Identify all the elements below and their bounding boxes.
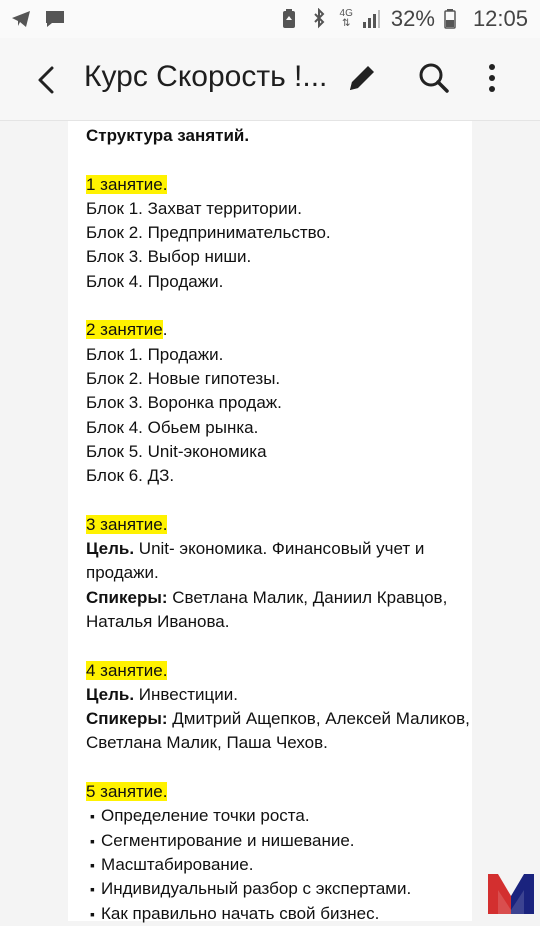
lesson-1-title: 1 занятие. [86, 174, 168, 194]
watermark-logo [486, 870, 536, 916]
lesson-2-title: 2 занятие [86, 320, 163, 340]
message-icon [44, 8, 66, 30]
app-bar [0, 38, 540, 121]
network-type: 4G ⇅ [339, 8, 353, 29]
document-heading: Структура занятий. [86, 126, 250, 145]
lesson-5-title: 5 занятие. [86, 782, 168, 802]
list-item: Блок 1. Захват территории. [86, 198, 302, 218]
list-item: ▪ Определение точки роста. [86, 804, 470, 828]
back-arrow-icon [28, 60, 68, 100]
list-item: Блок 5. Unit-экономика [86, 441, 267, 461]
status-bar [0, 0, 540, 38]
list-item: ▪ Как правильно начать свой бизнес. [86, 902, 470, 926]
list-item: ▪ Масштабирование. [86, 853, 470, 877]
list-item: ▪ Индивидуальный разбор с экспертами. [86, 877, 470, 901]
battery-saver-icon [280, 8, 302, 30]
edit-button[interactable] [344, 60, 380, 96]
list-item: ▪ Сегментирование и нишевание. [86, 829, 470, 853]
search-button[interactable] [416, 60, 452, 96]
list-item: Блок 1. Продажи. [86, 344, 224, 364]
battery-percent: 32% [390, 6, 435, 31]
lesson-3-goal: Цель. Unit- экономика. Финансовый учет и продажи. [86, 539, 425, 583]
back-button[interactable] [28, 60, 68, 100]
page-title: Курс Скорость !... [84, 60, 328, 93]
list-item: Блок 3. Выбор ниши. [86, 247, 252, 267]
list-item: Блок 2. Новые гипотезы. [86, 368, 281, 388]
list-item: Блок 4. Продажи. [86, 271, 224, 291]
lesson-4-goal: Цель. Инвестиции. [86, 684, 238, 704]
lesson-4-title: 4 занятие. [86, 660, 168, 680]
list-item: Блок 4. Обьем рынка. [86, 417, 259, 437]
battery-icon [443, 8, 465, 30]
more-options-button[interactable] [478, 60, 506, 96]
lesson-4-speakers: Спикеры: Дмитрий Ащепков, Алексей Маликов, Светлана Малик, Паша Чехов. [86, 709, 470, 753]
signal-icon [361, 8, 383, 30]
pencil-icon [344, 60, 380, 96]
lesson-3-title: 3 занятие. [86, 514, 168, 534]
document-content[interactable]: Структура занятий. 1 занятие. Блок 1. Захват территории. Блок 2. Предпринимательство. Блок 3. Выбор ниши. Блок 4. Продажи. 2 занятие. Блок 1. Продажи. Блок 2. Новые гипотезы. Блок 3. Воронка продаж. Блок 4. Обьем рынка. Блок 5. Unit-экономика Блок 6. ДЗ. 3 занятие. Цель. Unit- экономика. Финансовый учет и продажи. Спикеры: Светлана Малик, Даниил Кравцов, Наталья Иванова. 4 занятие. Цель. Инвестиции. Спикеры: Дмитрий Ащепков, Алексей Маликов, Светлана Малик, Паша Чехов. 5 занятие. ▪ Определение точки роста. ▪ Сегментирование и нишевание. ▪ Масштабирование. ▪ Индивидуальный разбор с экспертами. ▪ Как правильно начать свой бизнес. [86, 124, 470, 926]
list-item: Блок 6. ДЗ. [86, 466, 175, 486]
m-logo-icon [486, 870, 536, 916]
list-item: Блок 3. Воронка продаж. [86, 393, 282, 413]
more-vert-icon [478, 60, 506, 96]
lesson-3-speakers: Спикеры: Светлана Малик, Даниил Кравцов, Наталья Иванова. [86, 587, 448, 631]
clock: 12:05 [472, 6, 528, 31]
search-icon [416, 60, 452, 96]
list-item: Блок 2. Предпринимательство. [86, 223, 331, 243]
bluetooth-icon [310, 8, 332, 30]
telegram-icon [10, 8, 32, 30]
